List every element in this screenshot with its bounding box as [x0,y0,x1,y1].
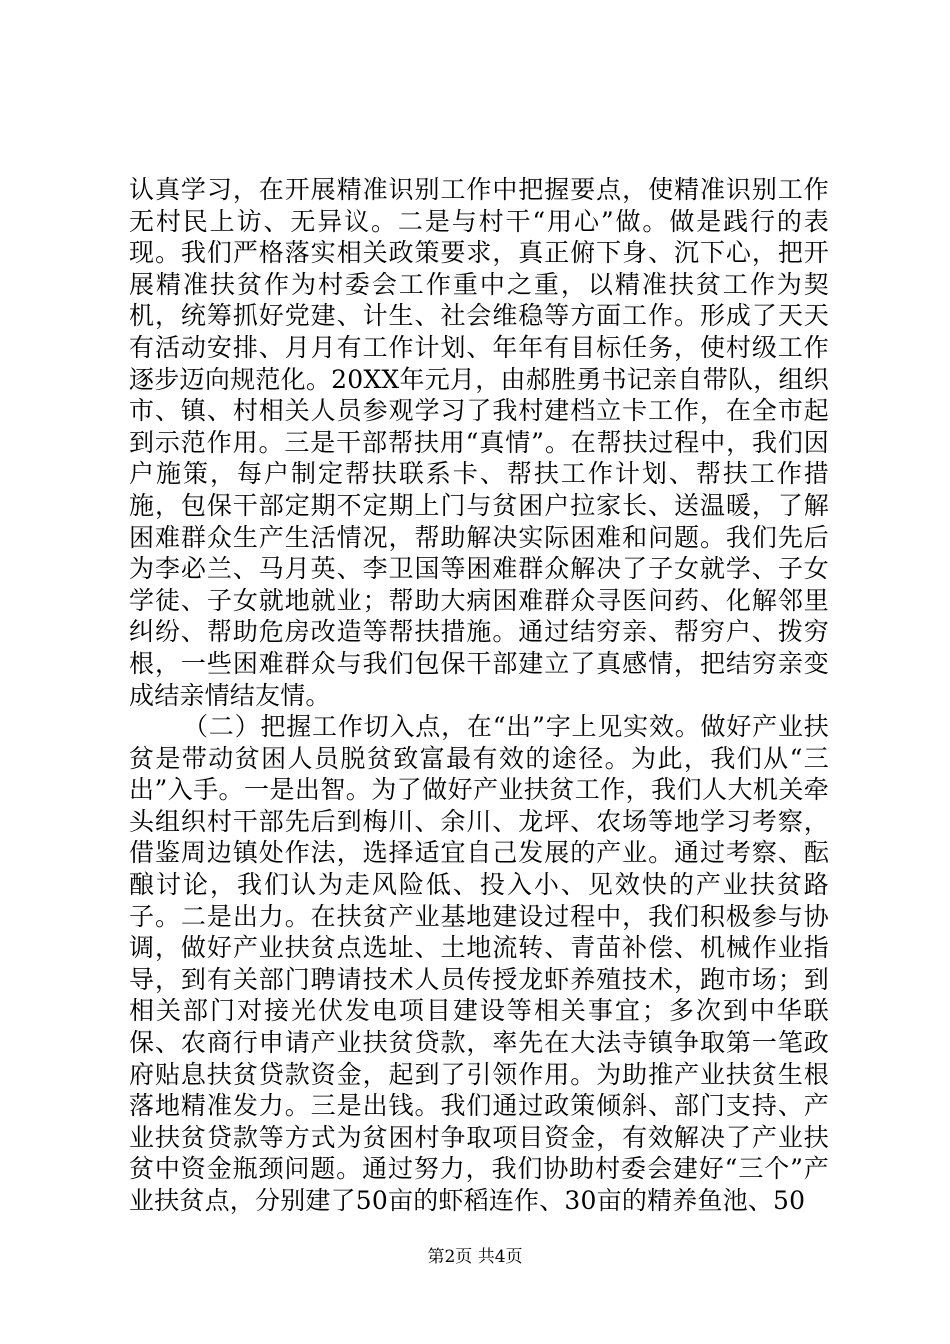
document-body [129,174,829,1217]
page-footer [0,1246,950,1268]
paragraph-1: 认真学习，在开展精准识别工作中把握要点，使精准识别工作无村民上访、无异议。二是与村干“用心”做。做是践行的表现。我们严格落实相关政策要求，真正俯下身、沉下心，把开展精准扶贫作为村委会工作重中之重，以精准扶贫工作为契机，统筹抓好党建、计生、社会维稳等方面工作。形成了天天有活动安排、月月有工作计划、年年有目标任务，使村级工作逐步迈向规范化。20XX年元月，由郝胜勇书记亲自带队，组织市、镇、村相关人员参观学习了我村建档立卡工作，在全市起到示范作用。三是干部帮扶用“真情”。在帮扶过程中，我们因户施策，每户制定帮扶联系卡、帮扶工作计划、帮扶工作措施，包保干部定期不定期上门与贫困户拉家长、送温暖，了解困难群众生产生活情况，帮助解决实际困难和问题。我们先后为李必兰、马月英、李卫国等困难群众解决了子女就学、子女学徒、子女就地就业；帮助大病困难群众寻医问药、化解邻里纠纷、帮助危房改造等帮扶措施。通过结穷亲、帮穷户、拨穷根，一些困难群众与我们包保干部建立了真感情，把结穷亲变成结亲情结友情。 [129,175,829,710]
page-number: 第2页 共4页 [427,1247,523,1267]
paragraph-2: （二）把握工作切入点，在“出”字上见实效。做好产业扶贫是带动贫困人员脱贫致富最有效的途径。为此，我们从“三出”入手。一是出智。为了做好产业扶贫工作，我们人大机关牵头组织村干部先后到梅川、余川、龙坪、农场等地学习考察，借鉴周边镇处作法，选择适宜自己发展的产业。通过考察、酝酿讨论，我们认为走风险低、投入小、见效快的产业扶贫路子。二是出力。在扶贫产业基地建设过程中，我们积极参与协调，做好产业扶贫点选址、土地流转、青苗补偿、机械作业指导，到有关部门聘请技术人员传授龙虾养殖技术，跑市场；到相关部门对接光伏发电项目建设等相关事宜；多次到中华联保、农商行申请产业扶贫贷款，率先在大法寺镇争取第一笔政府贴息扶贫贷款资金，起到了引领作用。为助推产业扶贫生根落地精准发力。三是出钱。我们通过政策倾斜、部门支持、产业扶贫贷款等方式为贫困村争取项目资金，有效解决了产业扶贫中资金瓶颈问题。通过努力，我们协助村委会建好“三个”产业扶贫点，分别建了50亩的虾稻连作、30亩的精养鱼池、50 [129,712,829,1215]
